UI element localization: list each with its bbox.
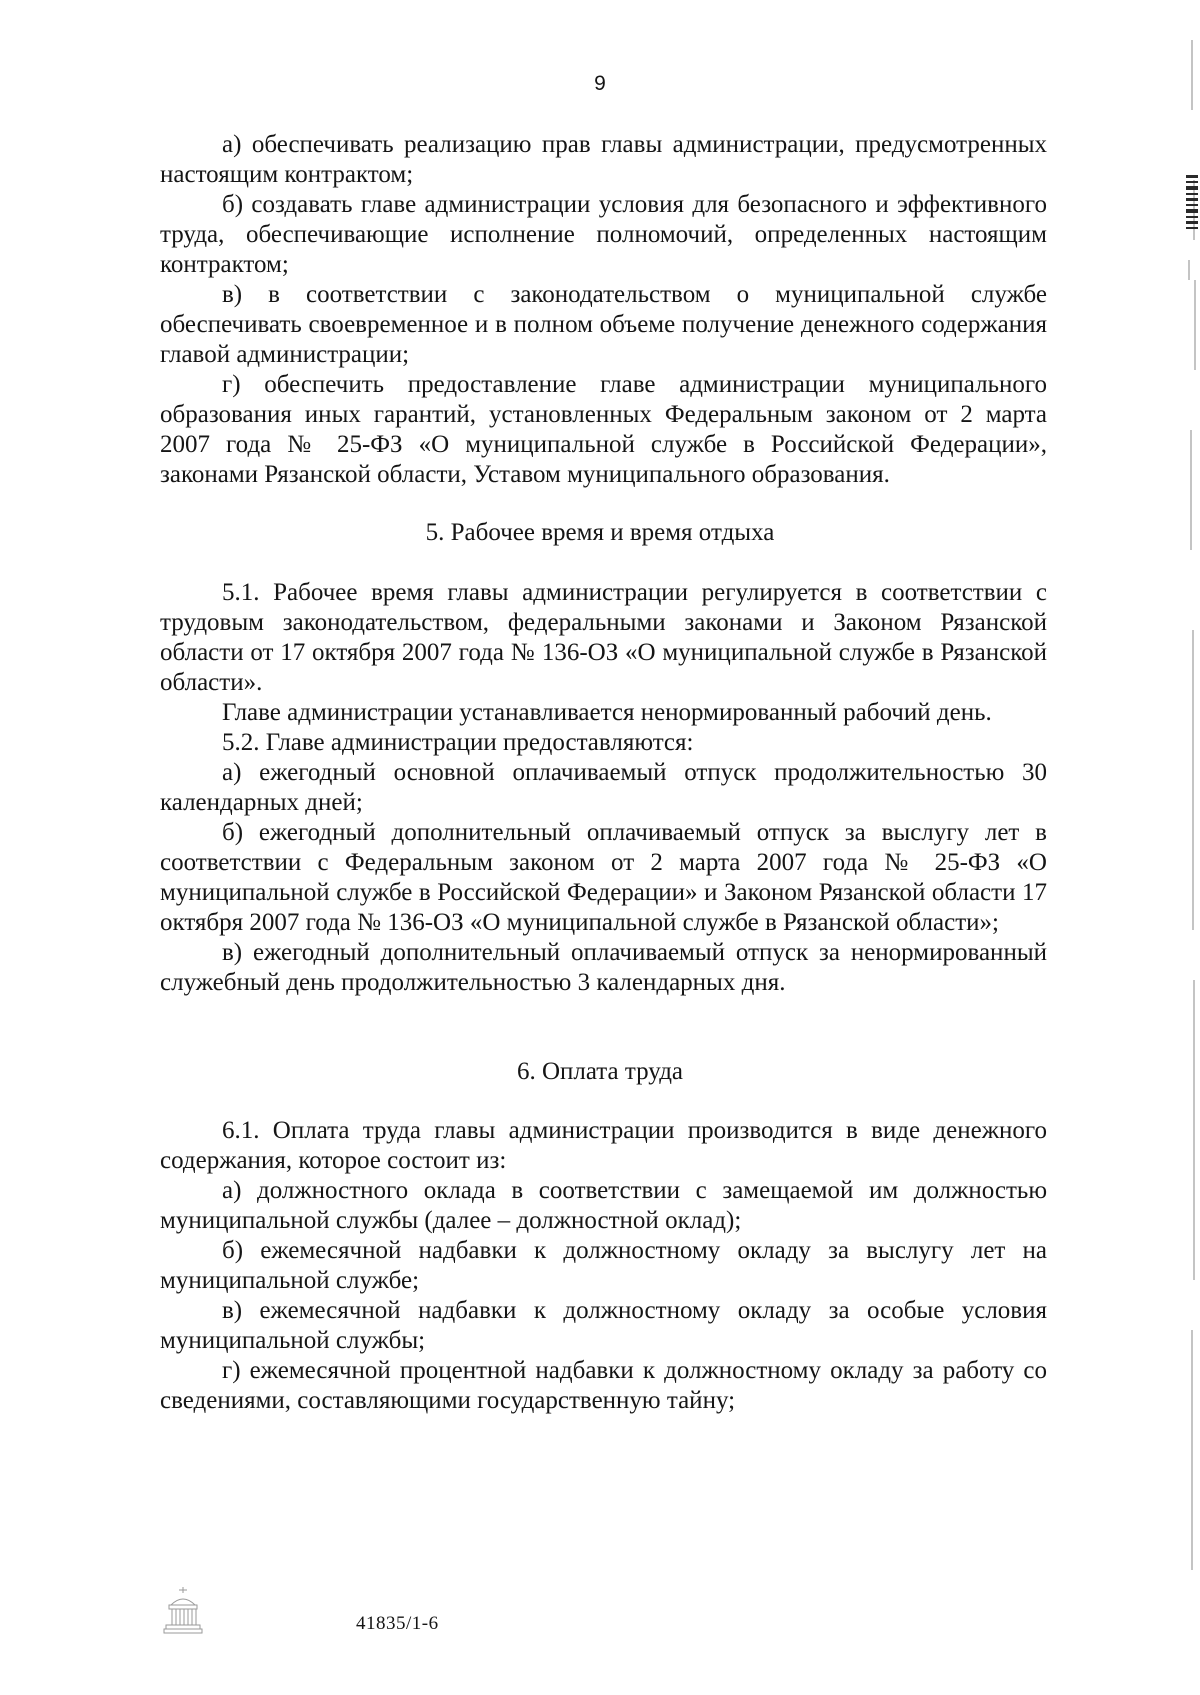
paragraph: г) обеспечить предоставление главе администрации муниципального образования иных гарантий, установленных Федеральным законом от 2 марта 2007 года № 25-ФЗ «О муниципальной службе в Российской Федерации», законами Рязанской области, Уставом муниципального образования.: [160, 371, 1047, 488]
section-heading-6: 6. Оплата труда: [516, 1058, 684, 1085]
scan-edge-marks: [1182, 30, 1200, 1590]
paragraph: Главе администрации устанавливается ненормированный рабочий день.: [222, 699, 992, 726]
building-emblem-icon: [163, 1585, 203, 1637]
page-number: 9: [594, 72, 606, 95]
section-heading-5: 5. Рабочее время и время отдыха: [425, 519, 775, 546]
paragraph: в) ежегодный дополнительный оплачиваемый отпуск за ненормированный служебный день продолжительностью 3 календарных дня.: [160, 939, 1047, 996]
paragraph: в) в соответствии с законодательством о муниципальной службе обеспечивать своевременное и в полном объеме получение денежного содержания главой администрации;: [160, 281, 1047, 368]
paragraph: а) ежегодный основной оплачиваемый отпуск продолжительностью 30 календарных дней;: [160, 759, 1047, 816]
paragraph: б) ежегодный дополнительный оплачиваемый отпуск за выслугу лет в соответствии с Федеральным законом от 2 марта 2007 года № 25-ФЗ «О муниципальной службе в Российской Федерации» и Законом Рязанской области 17 октября 2007 года № 136-ОЗ «О муниципальной службе в Рязанской области»;: [160, 819, 1047, 936]
document-code: 41835/1-6: [356, 1613, 439, 1634]
obligations-block: [160, 130, 1047, 490]
paragraph: б) создавать главе администрации условия для безопасного и эффективного труда, обеспечивающие исполнение полномочий, определенных настоящим контрактом;: [160, 191, 1047, 278]
paragraph: 5.1. Рабочее время главы администрации регулируется в соответствии с трудовым законодательством, федеральными законами и Законом Рязанской области от 17 октября 2007 года № 136-ОЗ «О муниципальной службе в Рязанской области».: [160, 579, 1047, 696]
section-5-body: [160, 578, 1047, 998]
paragraph: а) обеспечивать реализацию прав главы администрации, предусмотренных настоящим контрактом;: [160, 131, 1047, 188]
paragraph: а) должностного оклада в соответствии с замещаемой им должностью муниципальной службы (далее – должностной оклад);: [160, 1177, 1047, 1234]
paragraph: б) ежемесячной надбавки к должностному окладу за выслугу лет на муниципальной службе;: [160, 1237, 1047, 1294]
paragraph: 6.1. Оплата труда главы администрации производится в виде денежного содержания, которое состоит из:: [160, 1117, 1047, 1174]
section-6-body: [160, 1116, 1047, 1416]
paragraph: г) ежемесячной процентной надбавки к должностному окладу за работу со сведениями, составляющими государственную тайну;: [160, 1357, 1047, 1414]
paragraph: 5.2. Главе администрации предоставляются:: [222, 729, 694, 756]
paragraph: в) ежемесячной надбавки к должностному окладу за особые условия муниципальной службы;: [160, 1297, 1047, 1354]
